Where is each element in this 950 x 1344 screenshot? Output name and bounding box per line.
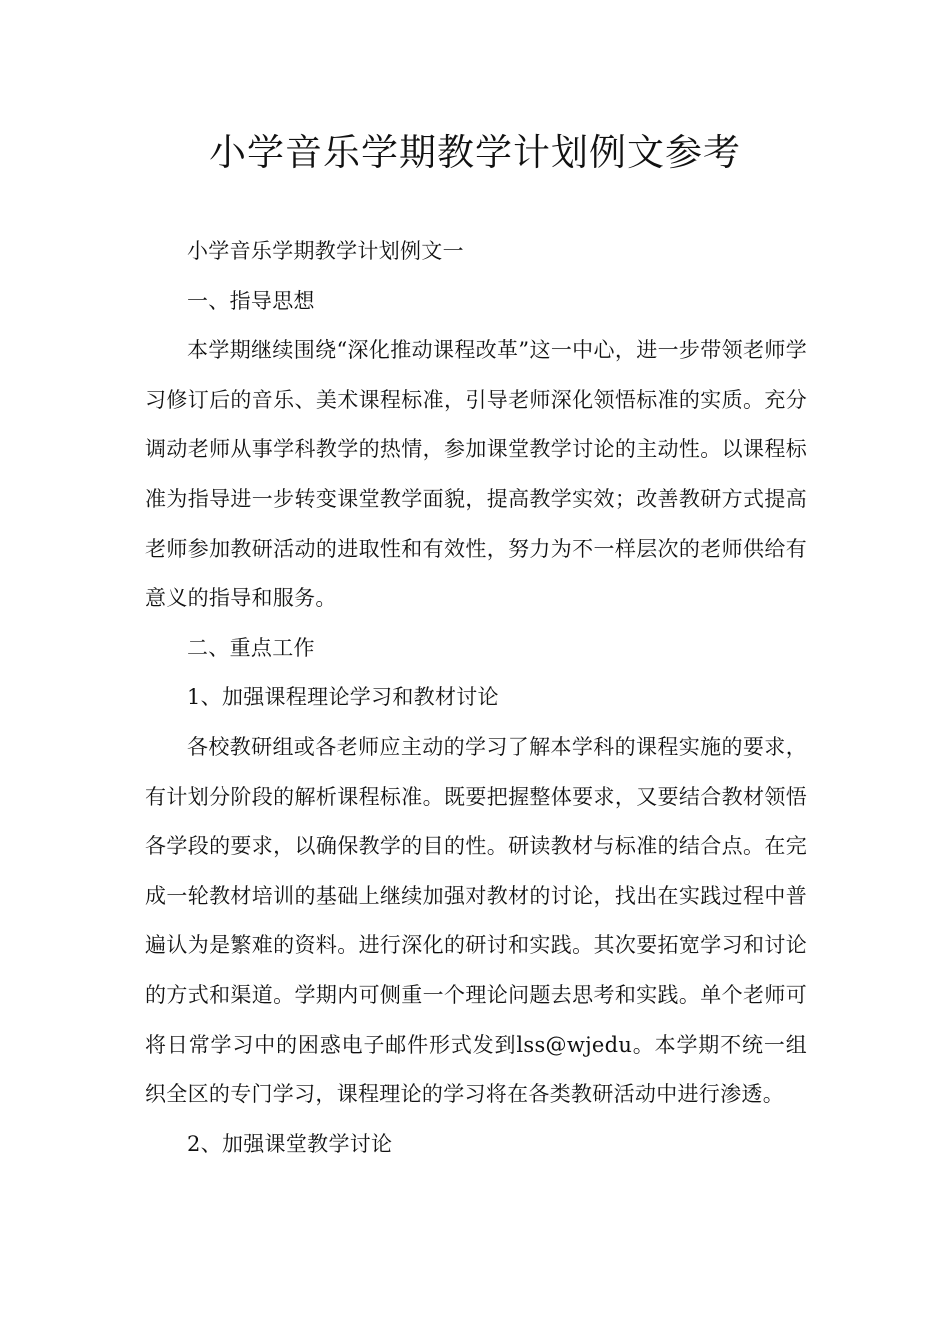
- heading-guiding-thought: 一、指导思想: [187, 288, 315, 313]
- heading-item-1: 1、加强课程理论学习和教材讨论: [187, 685, 499, 710]
- document-title: 小学音乐学期教学计划例文参考: [209, 131, 741, 174]
- heading-key-work: 二、重点工作: [187, 635, 315, 660]
- document-body: [145, 227, 807, 1169]
- section-subtitle: 小学音乐学期教学计划例文一: [187, 239, 464, 263]
- paragraph-guiding-thought: 本学期继续围绕“深化推动课程改革”这一中心，进一步带领老师学习修订后的音乐、美术课程标准，引导老师深化领悟标准的实质。充分调动老师从事学科教学的热情，参加课堂教学讨论的主动性。以课程标准为指导进一步转变课堂教学面貌，提高教学实效；改善教研方式提高老师参加教研活动的进取性和有效性，努力为不一样层次的老师供给有意义的指导和服务。: [145, 338, 807, 611]
- heading-item-2: 2、加强课堂教学讨论: [187, 1131, 393, 1156]
- paragraph-item-1: 各校教研组或各老师应主动的学习了解本学科的课程实施的要求，有计划分阶段的解析课程标准。既要把握整体要求，又要结合教材领悟各学段的要求，以确保教学的目的性。研读教材与标准的结合点。在完成一轮教材培训的基础上继续加强对教材的讨论，找出在实践过程中普遍认为是繁难的资料。进行深化的研讨和实践。其次要拓宽学习和讨论的方式和渠道。学期内可侧重一个理论问题去思考和实践。单个老师可将日常学习中的困惑电子邮件形式发到lss@wjedu。本学期不统一组织全区的专门学习，课程理论的学习将在各类教研活动中进行渗透。: [145, 734, 807, 1107]
